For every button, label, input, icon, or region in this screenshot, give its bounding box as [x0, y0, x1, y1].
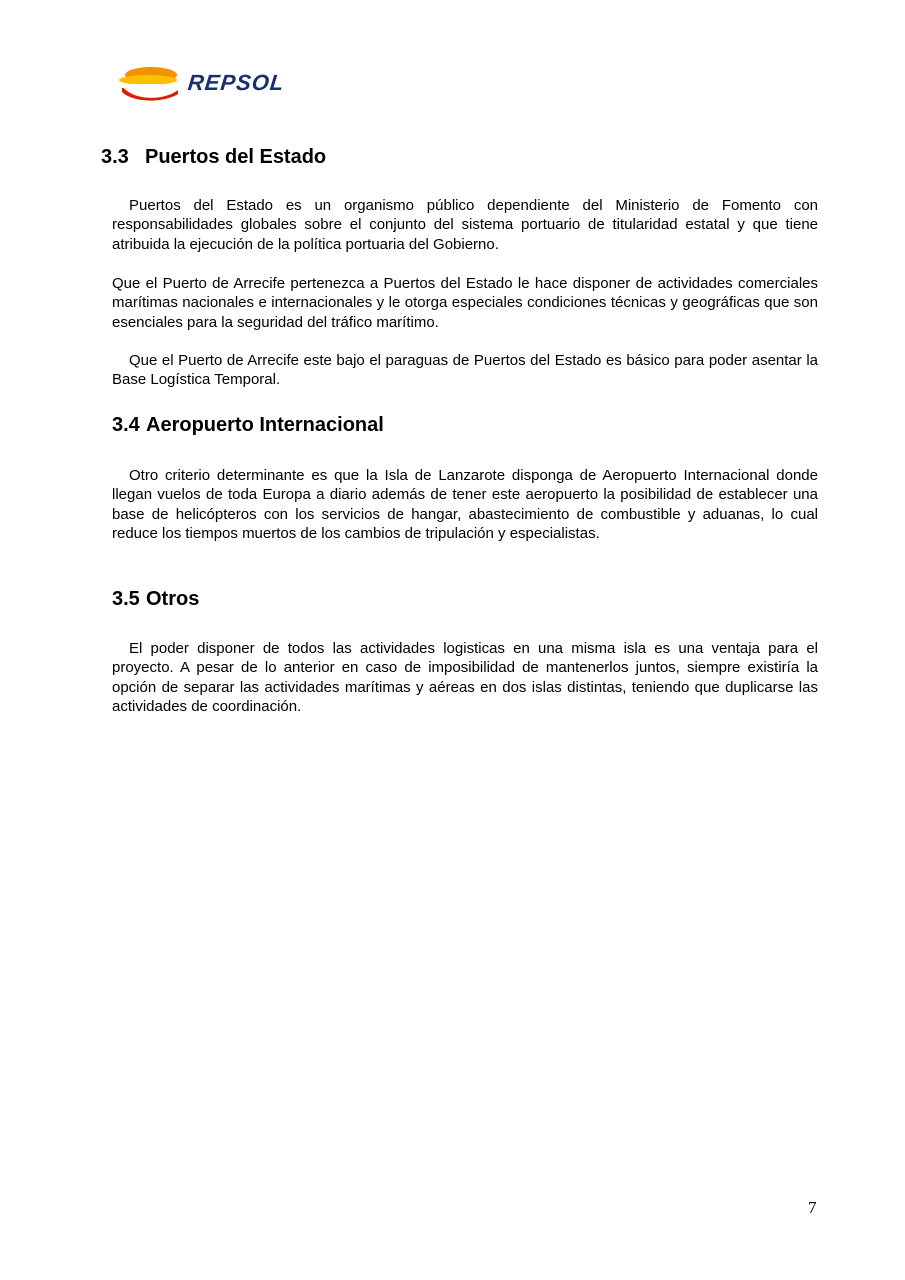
section-heading-3-5: [112, 588, 199, 611]
paragraph: Otro criterio determinante es que la Isla de Lanzarote disponga de Aeropuerto Internacional donde llegan vuelos de toda Europa a diario además de tener este aeropuerto la posibilidad de establecer una base de helicópteros con los servicios de hangar, abastecimiento de combustible y aduanas, lo cual reduce los tiempos muertos de los cambios de tripulación y especialistas.: [112, 467, 818, 543]
section-number: 3.5: [112, 588, 140, 610]
repsol-logo: [118, 64, 318, 104]
section-title: Puertos del Estado: [145, 146, 327, 168]
logo-wordmark: REPSOL: [186, 70, 286, 95]
paragraph: El poder disponer de todos las actividades logisticas en una misma isla es una ventaja para el proyecto. A pesar de lo anterior en caso de imposibilidad de mantenerlos juntos, siempre existiría la opción de separar las actividades marítimas y aéreas en dos islas distintas, teniendo que duplicarse las actividades de coordinación.: [112, 640, 818, 716]
paragraph: Que el Puerto de Arrecife este bajo el paraguas de Puertos del Estado es básico para poder asentar la Base Logística Temporal.: [112, 352, 818, 389]
logo-red-band: [122, 86, 178, 101]
section-title: Aeropuerto Internacional: [146, 414, 384, 436]
section-heading-3-4: [112, 414, 384, 437]
section-number: 3.3: [101, 146, 129, 168]
section-heading-3-3: [101, 146, 326, 169]
logo-white-stripe: [120, 84, 180, 88]
paragraph: Que el Puerto de Arrecife pertenezca a Puertos del Estado le hace disponer de actividades comerciales marítimas nacionales e internacionales y le otorga especiales condiciones técnicas y geográficas que son esenciales para la seguridad del tráfico marítimo.: [112, 275, 818, 331]
section-title: Otros: [146, 588, 200, 610]
paragraph: Puertos del Estado es un organismo público dependiente del Ministerio de Fomento con responsabilidades globales sobre el conjunto del sistema portuario de titularidad estatal y que tiene atribuida la ejecución de la política portuaria del Gobierno.: [112, 197, 818, 253]
section-number: 3.4: [112, 414, 140, 436]
logo-yellow-band: [119, 75, 177, 85]
page-number: 7: [808, 1198, 817, 1217]
repsol-flame-icon: [118, 64, 184, 104]
